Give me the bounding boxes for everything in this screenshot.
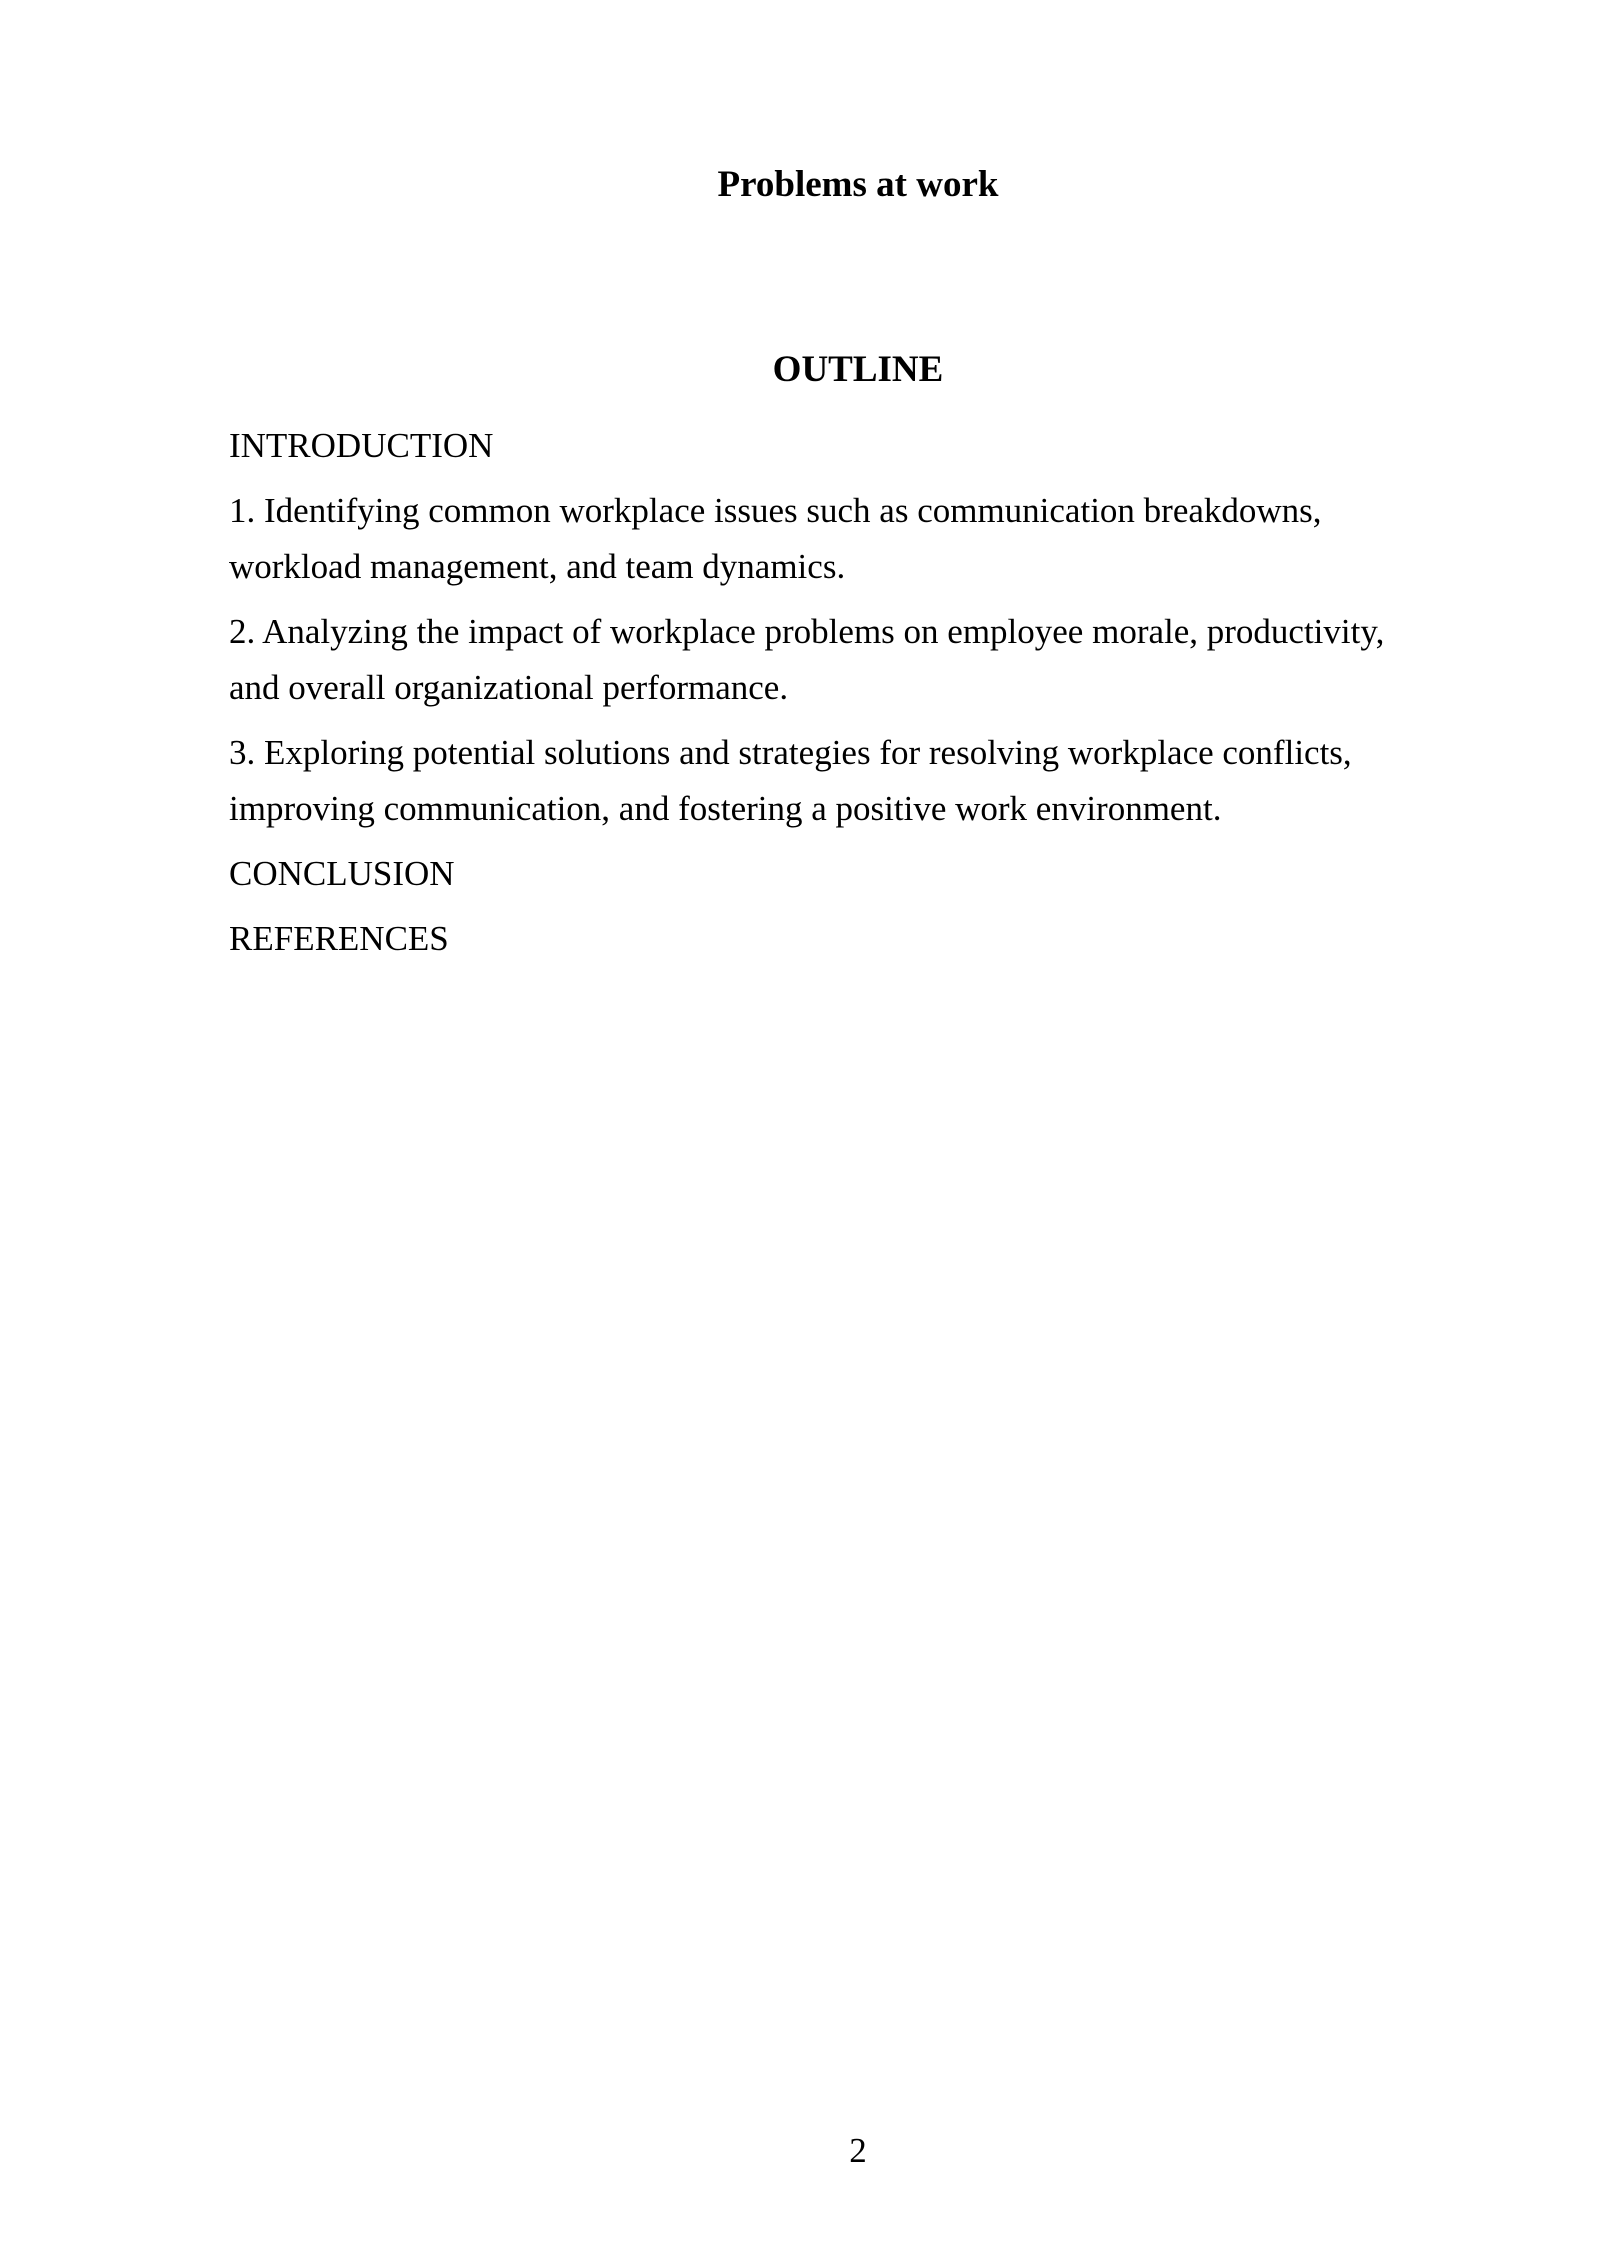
outline-item-3: [229, 725, 1529, 837]
outline-item-1: [229, 483, 1529, 595]
outline-references: REFERENCES: [229, 919, 449, 958]
outline-item-2: [229, 604, 1529, 716]
outline-item-1-line-2: workload management, and team dynamics.: [229, 547, 846, 586]
outline-item-3-line-2: improving communication, and fostering a positive work environment.: [229, 789, 1222, 828]
outline-conclusion: CONCLUSION: [229, 854, 455, 893]
outline-heading: OUTLINE: [772, 349, 944, 390]
document-title: Problems at work: [717, 164, 999, 205]
outline-item-1-line-1: 1. Identifying common workplace issues such as communication breakdowns,: [229, 491, 1322, 530]
outline-item-2-line-2: and overall organizational performance.: [229, 668, 789, 707]
outline-item-2-line-1: 2. Analyzing the impact of workplace problems on employee morale, productivity,: [229, 612, 1385, 651]
page-number: 2: [849, 2131, 867, 2170]
outline-introduction: INTRODUCTION: [229, 426, 494, 465]
outline-list: [229, 418, 1529, 976]
outline-item-3-line-1: 3. Exploring potential solutions and strategies for resolving workplace conflicts,: [229, 733, 1352, 772]
